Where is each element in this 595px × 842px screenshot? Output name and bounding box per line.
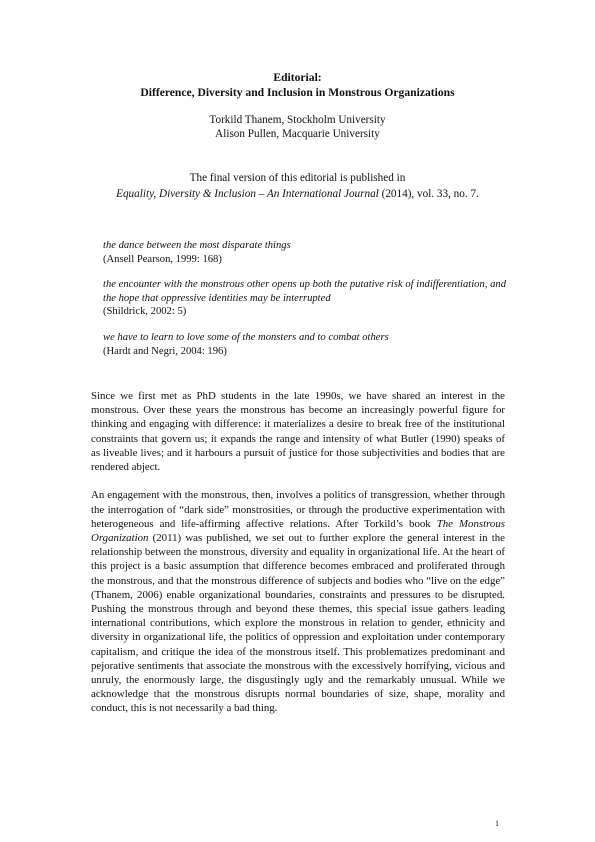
epigraph-source: (Shildrick, 2002: 5)	[103, 306, 187, 318]
epigraph-quote: the dance between the most disparate things	[103, 240, 291, 251]
citation-line	[0, 187, 595, 203]
volume-info: (2014), vol. 33, no. 7.	[378, 187, 479, 200]
author-line: Torkild Thanem, Stockholm University	[209, 114, 386, 126]
epigraph	[103, 239, 506, 266]
epigraphs	[103, 239, 506, 370]
epigraph-source: (Ansell Pearson, 1999: 168)	[103, 253, 222, 265]
epigraph-quote: the encounter with the monstrous other opens up both the putative risk of indifferentiation, and the hope that oppressive identities may be interrupted	[103, 279, 506, 304]
epigraph	[103, 278, 506, 319]
paragraph: Since we first met as PhD students in the late 1990s, we have shared an interest in the monstrous. Over these years the monstrous has become an increasingly powerful figure for thinking and engaging with difference: it materializes a desire to break free of the institutional constraints that govern us; it expands the range and intensity of what Butler (1990) speaks of as liveable lives; and it harbours a pursuit of justice for those subjectivities and bodies that are rendered abject.	[91, 390, 505, 474]
book-title: The Monstrous Organization	[91, 517, 506, 545]
paragraph	[91, 488, 505, 715]
journal-name: Equality, Diversity & Inclusion – An International Journal	[116, 187, 379, 200]
editorial-label: Editorial:	[273, 71, 322, 84]
author-line: Alison Pullen, Macquarie University	[215, 127, 380, 140]
publication-note	[0, 171, 595, 202]
epigraph	[103, 331, 506, 358]
paragraph-text: (2011) was published, we set out to further explore the general interest in the relationship between the monstrous, diversity and equality in organizational life. At the heart of this project is a basic assumption that difference becomes embraced and proliferated through the monstrous, and that the monstrous difference of subjects and bodies who “live on the edge” (Thanem, 2006) enable organizational boundaries, constraints and pressures to be disrupted. Pushing the monstrous through and beyond these themes, this special issue gathers leading international contributions, which explore the monstrous in relation to gender, ethnicity and diversity in organizational life, the politics of oppression and exploitation under contemporary capitalism, and critique the idea of the monstrous itself. This problematizes predominant and pejorative sentiments that associate the monstrous with the excessively horrifying, vicious and unruly, the enormously large, the disgustingly ugly and the remarkably unusual. While we acknowledge that the monstrous disrupts normal boundaries of size, shape, morality and conduct, this is not necessarily a bad thing.	[91, 532, 505, 715]
epigraph-quote: we have to learn to love some of the monsters and to combat others	[103, 331, 389, 343]
paragraph-text: An engagement with the monstrous, then, involves a politics of transgression, whether through the interrogation of “dark side” monstrosities, or through the productive experimentation with heterogeneous and life-affirming affective relations. After Torkild’s book	[91, 489, 505, 530]
epigraph-source: (Hardt and Negri, 2004: 196)	[103, 345, 227, 357]
publication-line: The final version of this editorial is published in	[189, 172, 406, 184]
author-block	[0, 114, 595, 141]
paper-title: Difference, Diversity and Inclusion in Monstrous Organizations	[140, 86, 455, 99]
page-number: 1	[495, 819, 499, 828]
body-text	[91, 389, 505, 730]
title-block	[0, 70, 595, 100]
